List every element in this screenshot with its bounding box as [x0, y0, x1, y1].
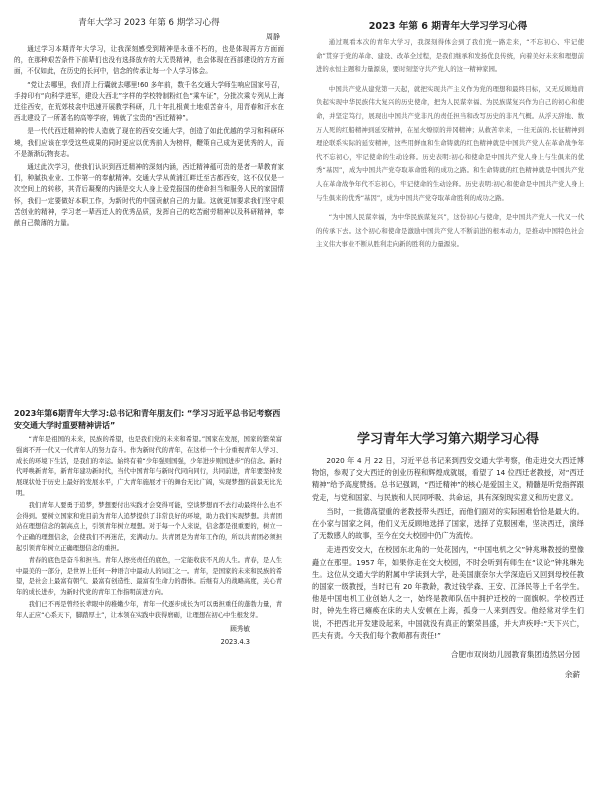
paragraph: 走进西安交大，在校园东北角的一处花园内，“中国电机之父”钟兆琳教授的塑像矗立在那里。1957 年，如果你走在交大校园，不时会听到有师生在“议论”钟兆琳先生。这位从交通大学的附属中学读到大学，赴美国康奈尔大学深造后又回到母校任教的国家一级教授，当时已有 20 年教龄，教过钱学森、王安、江泽民等上千名学生。他是中国电机工业创始人之一，始终是教师队伍中拥护迁校的一面旗帜。学校西迁时，钟先生将已瘫痪在床的夫人安顿在上海，孤身一人来到西安。他经常对学生们说，不把西北开发建设起来，中国就没有真正的繁荣昌盛，并大声疾呼:“天下兴亡，匹夫有责。今天我们每个教师都有责任!”	[312, 545, 584, 640]
paragraph: 青春的底色是奋斗和担当。青年人擦亮责任的底色，一定能收获不凡的人生。青春，是人生中最美的一部分，是世界上任何一种语言中最动人的词汇之一。青年，是国家的未来和民族的希望，是社会上最富有朝气、最富有创造性、最富有生命力的群体。后继有人的战略高度，关心青年的成长进步，为新时代党的青年工作指明前进方向。	[16, 556, 282, 597]
paragraph: 我们已不再是曾经长辈眼中的稚嫩少年，青年一代逐步成长为可以勇担重任的蓬勃力量，青年人正应“心系天下，脚踏厚土”，让本领在实践中获得磨砺，让理想在初心中生根发芽。	[16, 600, 282, 619]
reflection-card-3	[8, 400, 290, 792]
card-title: 2023年第6期青年大学习:总书记和青年朋友们: “学习习近平总书记考察西安交通大学时重要精神讲话”	[14, 409, 281, 430]
paragraph: “党让去哪里，我们背上行囊就去哪里!60 多年前，数千名交通大学师生响应国家号召，手持印有“向科学进军，建设大西北”字样的学校特制粉红色“乘车证”，分批次乘专列从上海迁往西安，在荒郊枝衾中迅速开展教学科研，几十年扎根黄土地艰苦奋斗，用青春和汗水在西北建设了一所著名的高等学府，铸就了宝贵的“西迁精神”。	[14, 80, 284, 123]
signature-name: 顾秀敏	[230, 624, 250, 633]
author-name: 周静	[266, 33, 280, 41]
paragraph: 我们青年人要勇于追梦，梦想要付出实践才会变得可能，空谈梦想而不去行动最终什么也不会得到。要树立国家和党目前为青年人追梦提供了非常良好的环境，助力我们实现梦想。共青团站在理想信念的制高点上，引领青年树立理想。对于每一个人来说，信念都是很重要的，树立一个正确的理想信念，会使我们不再迷茫，充满动力。共青团是为青年工作的，所以共青团必须担起引领青年树立正确理想信念的重担。	[16, 501, 282, 552]
card-title: 青年大学习 2023 年第 6 期学习心得	[78, 18, 220, 28]
paragraph: 当时，一批德高望重的老教授带头西迁，而他们面对的实际困难恰恰是最大的。在小家与国家之间，他们义无反顾地选择了国家，选择了克服困难，坚决西迁，演绎了无数感人的故事，至今在交大校园中仍广为流传。	[312, 506, 584, 541]
paragraph: 中国共产党从建党第一天起，就把实现共产主义作为党的理想和最终目标，又无反顾地肩负起实现中华民族伟大复兴的历史使命，把为人民谋幸福、为民族谋复兴作为自己的初心和使命，并坚定笃行，展现出中国共产党非凡的责任担当和改写历史的非凡气概。从浮天辞地、数万人死的红船精神到延安精神，在星火燎原的井冈精神；从救苦幸来，一往无前的,长征精神到理论联系实际的延安精神，这些用鲜血和生命铸就的红色精神就是中国共产党人在革命战争年代不忘初心，牢记使命的生动诠释。历史表明:初心和使命是中国共产党人身上与生俱来的优秀“基因”，成为中国共产党夺取革命胜利的成功之路。和生命铸就的红色精神就是中国共产党人在革命战争年代不忘初心，牢记使命的生动诠释。历史表明:初心和使命是中国共产党人身上与生俱来的优秀“基因”，成为中国共产党夺取革命胜利的成功之路。	[316, 84, 584, 202]
reflection-card-2	[304, 8, 592, 388]
paragraph: 2020 年 4 月 22 日，习近平总书记来到西安交通大学考察，他走进交大西迁博物馆，参观了交大西迁的创业历程和辉煌成就展，看望了 14 位西迁老教授，对“西迁精神”给予高度赞扬。总书记强调，“西迁精神”的核心是爱国主义，精髓是听党指挥跟党走，与党和国家、与民族和人民同呼吸、共命运，具有深刻现实意义和历史意义。	[312, 456, 584, 502]
card-title: 2023 年第 6 期青年大学习学习心得	[368, 21, 528, 32]
card-title: 学习青年大学习第六期学习心得	[356, 432, 539, 447]
paragraph: 通过观看本次的青年大学习，我深刻得体会到了我们党一路走来，“不忘初心、牢记使命”贯穿于党的革命、建设、改革全过程，是我们继承和发扬优良传统，向着美好未来和理想前进的永恒主题和力量源泉，要时刻坚守共产党人的这一精神家园。	[316, 38, 584, 74]
paragraph: “青年是祖国的未来，民族的希望，也是我们党的未来和希望。”国家在发展，国家的繁荣富强离不开一代又一代青年人的努力奋斗。作为新时代的青年，在这样一个十分重视青年人学习、成长的环境下生活，是我们的幸运。始终有着“少年强则国强，少年进步则国进步”的信念。新时代呼唤新青年，新青年建功新时代，当代中国青年与新时代同向同行，共同前进，青年要坚持发展现状处于历史上最好的发展水平，广大青年施展才干的舞台无比广阔，实现梦想的前景无比光明。	[16, 436, 282, 497]
paragraph: 是一代代西迁精神的传人造就了现在的西安交通大学，创造了如此优越的学习和科研环境，我们应该在享受这些成果的同时更应以优秀前人为榜样，鞭策自己成为更优秀的人，而不是渐渐玩物丧志。	[14, 127, 284, 158]
reflection-card-4	[304, 400, 592, 792]
paragraph: “为中国人民谋幸福，为中华民族谋复兴”，这份初心与使命，是中国共产党人一代又一代的传承下去。这个初心和使命是激励中国共产党人不断前进的根本动力，是推动中国特色社会主义伟大事业不断从胜利走向新的胜利的力量源泉。	[316, 213, 584, 249]
signature-date: 2023.4.3	[220, 637, 250, 646]
signature-name: 余薪	[564, 670, 580, 680]
signature-org: 合肥市双岗幼儿园教育集团逍然居分园	[450, 650, 580, 660]
reflection-card-1	[8, 8, 290, 388]
paragraph: 通过学习本期青年大学习，让我深刻感受到精神是永垂不朽的，也是体现再方方面面的，在那种艰苦条件下前辈们也没有选择放弃的大无畏精神，也会体现在西部建设的方方面面，不仅如此，在历史的长河中，信念的传承让每一个人学习体会。	[14, 45, 284, 76]
paragraph: 通过此次学习，使我们认识到西迁精神的深刻内涵，西迁精神蕴可贵的是者一辈教育家们，种腻执业业、工作第一的奉献精神。交通大学从黄浦江畔迁至古都西安，这不仅仅是一次空间上的转移，其背后凝聚的内涵是交大人身上爱党报国的使命担当和服务人民的家国情怀，我们一定要做好本职工作，为新时代的中国贡献自己的力量。这就更加要求我们坚守艰苦创业的精神，学习老一辈西迁人的优秀品质，发挥自己的吃苦耐劳精神以及科研精神，奉献自己微薄的力量。	[14, 163, 284, 228]
